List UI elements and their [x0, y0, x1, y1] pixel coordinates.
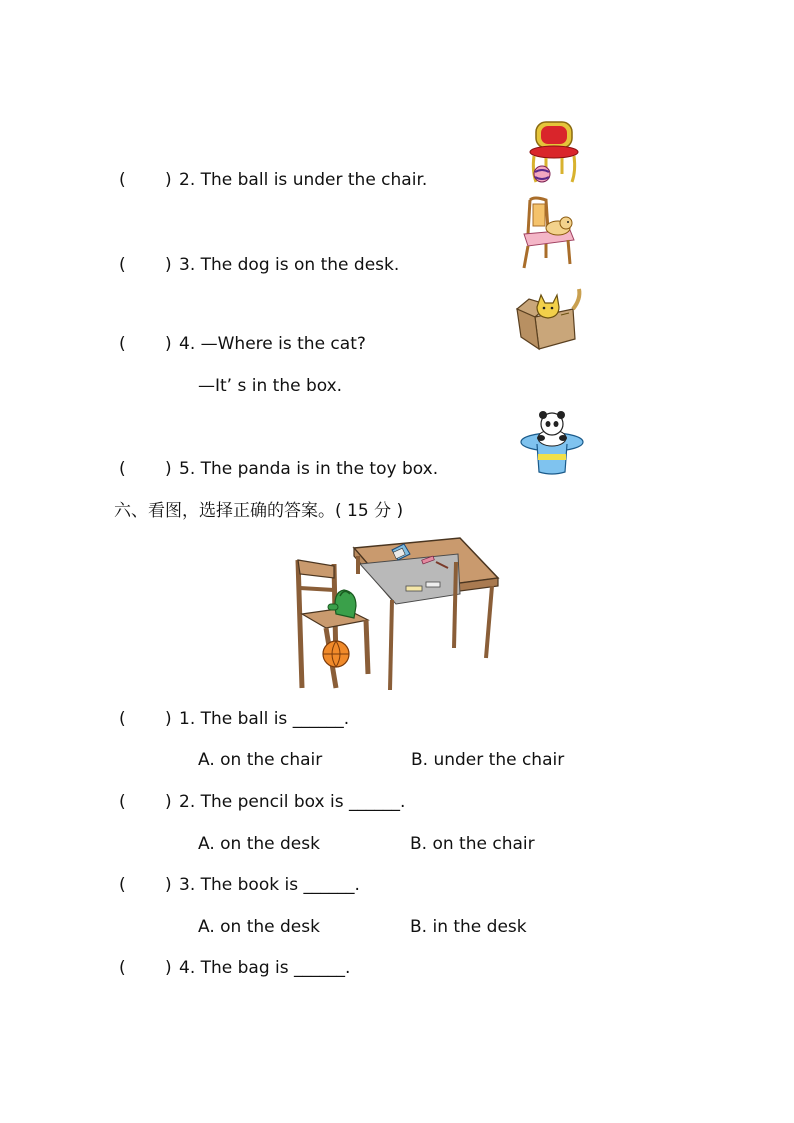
question-text: 2. The pencil box is ______. [179, 792, 406, 812]
answer-paren-open: ( [119, 792, 126, 812]
chair-with-dog-icon [520, 196, 578, 270]
answer-paren-open: ( [119, 255, 126, 275]
answer-paren-close: ) [165, 958, 172, 978]
item-text: 5. The panda is in the toy box. [179, 459, 439, 479]
option-a: A. on the chair [198, 750, 323, 770]
answer-paren-close: ) [165, 170, 172, 190]
item-reply: —It’ s in the box. [198, 376, 343, 396]
item-text: 2. The ball is under the chair. [179, 170, 428, 190]
answer-paren-close: ) [165, 709, 172, 729]
option-b: B. in the desk [410, 917, 527, 937]
chair-with-ball-icon [526, 116, 582, 186]
section-heading: 六、看图，选择正确的答案。( 15 分 ) [114, 501, 404, 521]
panda-in-hat-icon [519, 408, 585, 476]
answer-paren-open: ( [119, 875, 126, 895]
answer-paren-open: ( [119, 334, 126, 354]
option-b: B. on the chair [410, 834, 535, 854]
item-text: 3. The dog is on the desk. [179, 255, 400, 275]
option-a: A. on the desk [198, 917, 320, 937]
answer-paren-close: ) [165, 334, 172, 354]
answer-paren-close: ) [165, 875, 172, 895]
desk-and-chair-scene [292, 534, 502, 692]
option-a: A. on the desk [198, 834, 320, 854]
question-text: 1. The ball is ______. [179, 709, 350, 729]
answer-paren-close: ) [165, 255, 172, 275]
answer-paren-open: ( [119, 170, 126, 190]
answer-paren-close: ) [165, 459, 172, 479]
answer-paren-open: ( [119, 958, 126, 978]
answer-paren-open: ( [119, 459, 126, 479]
question-text: 4. The bag is ______. [179, 958, 351, 978]
option-b: B. under the chair [411, 750, 565, 770]
item-text: 4. —Where is the cat? [179, 334, 366, 354]
cat-in-box-icon [513, 285, 585, 353]
answer-paren-close: ) [165, 792, 172, 812]
answer-paren-open: ( [119, 709, 126, 729]
question-text: 3. The book is ______. [179, 875, 360, 895]
